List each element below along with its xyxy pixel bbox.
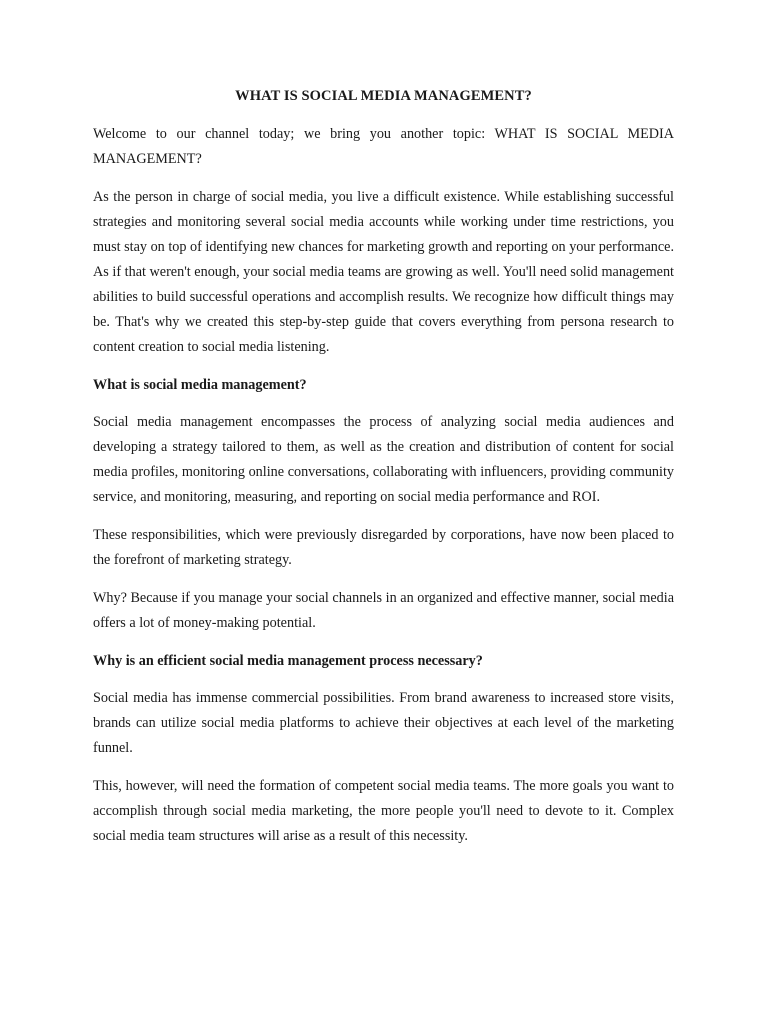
section-heading: What is social media management? <box>93 377 307 393</box>
document-title: WHAT IS SOCIAL MEDIA MANAGEMENT? <box>235 88 532 104</box>
document-page <box>93 86 674 862</box>
section-heading: Why is an efficient social media management process necessary? <box>93 653 483 669</box>
body-paragraph: This, however, will need the formation of competent social media teams. The more goals you want to accomplish through social media marketing, the more people you'll need to devote to it. Complex social media team structures will arise as a result of this necessity. <box>93 778 674 844</box>
body-paragraph: Social media has immense commercial possibilities. From brand awareness to increased store visits, brands can utilize social media platforms to achieve their objectives at each level of the marketing funnel. <box>93 690 674 756</box>
intro-paragraph: Welcome to our channel today; we bring you another topic: WHAT IS SOCIAL MEDIA MANAGEMENT? <box>93 126 674 167</box>
body-paragraph: Why? Because if you manage your social channels in an organized and effective manner, social media offers a lot of money-making potential. <box>93 590 674 631</box>
body-paragraph: As the person in charge of social media, you live a difficult existence. While establishing successful strategies and monitoring several social media accounts while working under time restrictions, you must stay on top of identifying new chances for marketing growth and reporting on your performance. As if that weren't enough, your social media teams are growing as well. You'll need solid management abilities to build successful operations and accomplish results. We recognize how difficult things may be. That's why we created this step-by-step guide that covers everything from persona research to content creation to social media listening. <box>93 189 674 355</box>
body-paragraph: These responsibilities, which were previously disregarded by corporations, have now been placed to the forefront of marketing strategy. <box>93 527 674 568</box>
body-paragraph: Social media management encompasses the process of analyzing social media audiences and developing a strategy tailored to them, as well as the creation and distribution of content for social media profiles, monitoring online conversations, collaborating with influencers, providing community service, and monitoring, measuring, and reporting on social media performance and ROI. <box>93 414 674 505</box>
